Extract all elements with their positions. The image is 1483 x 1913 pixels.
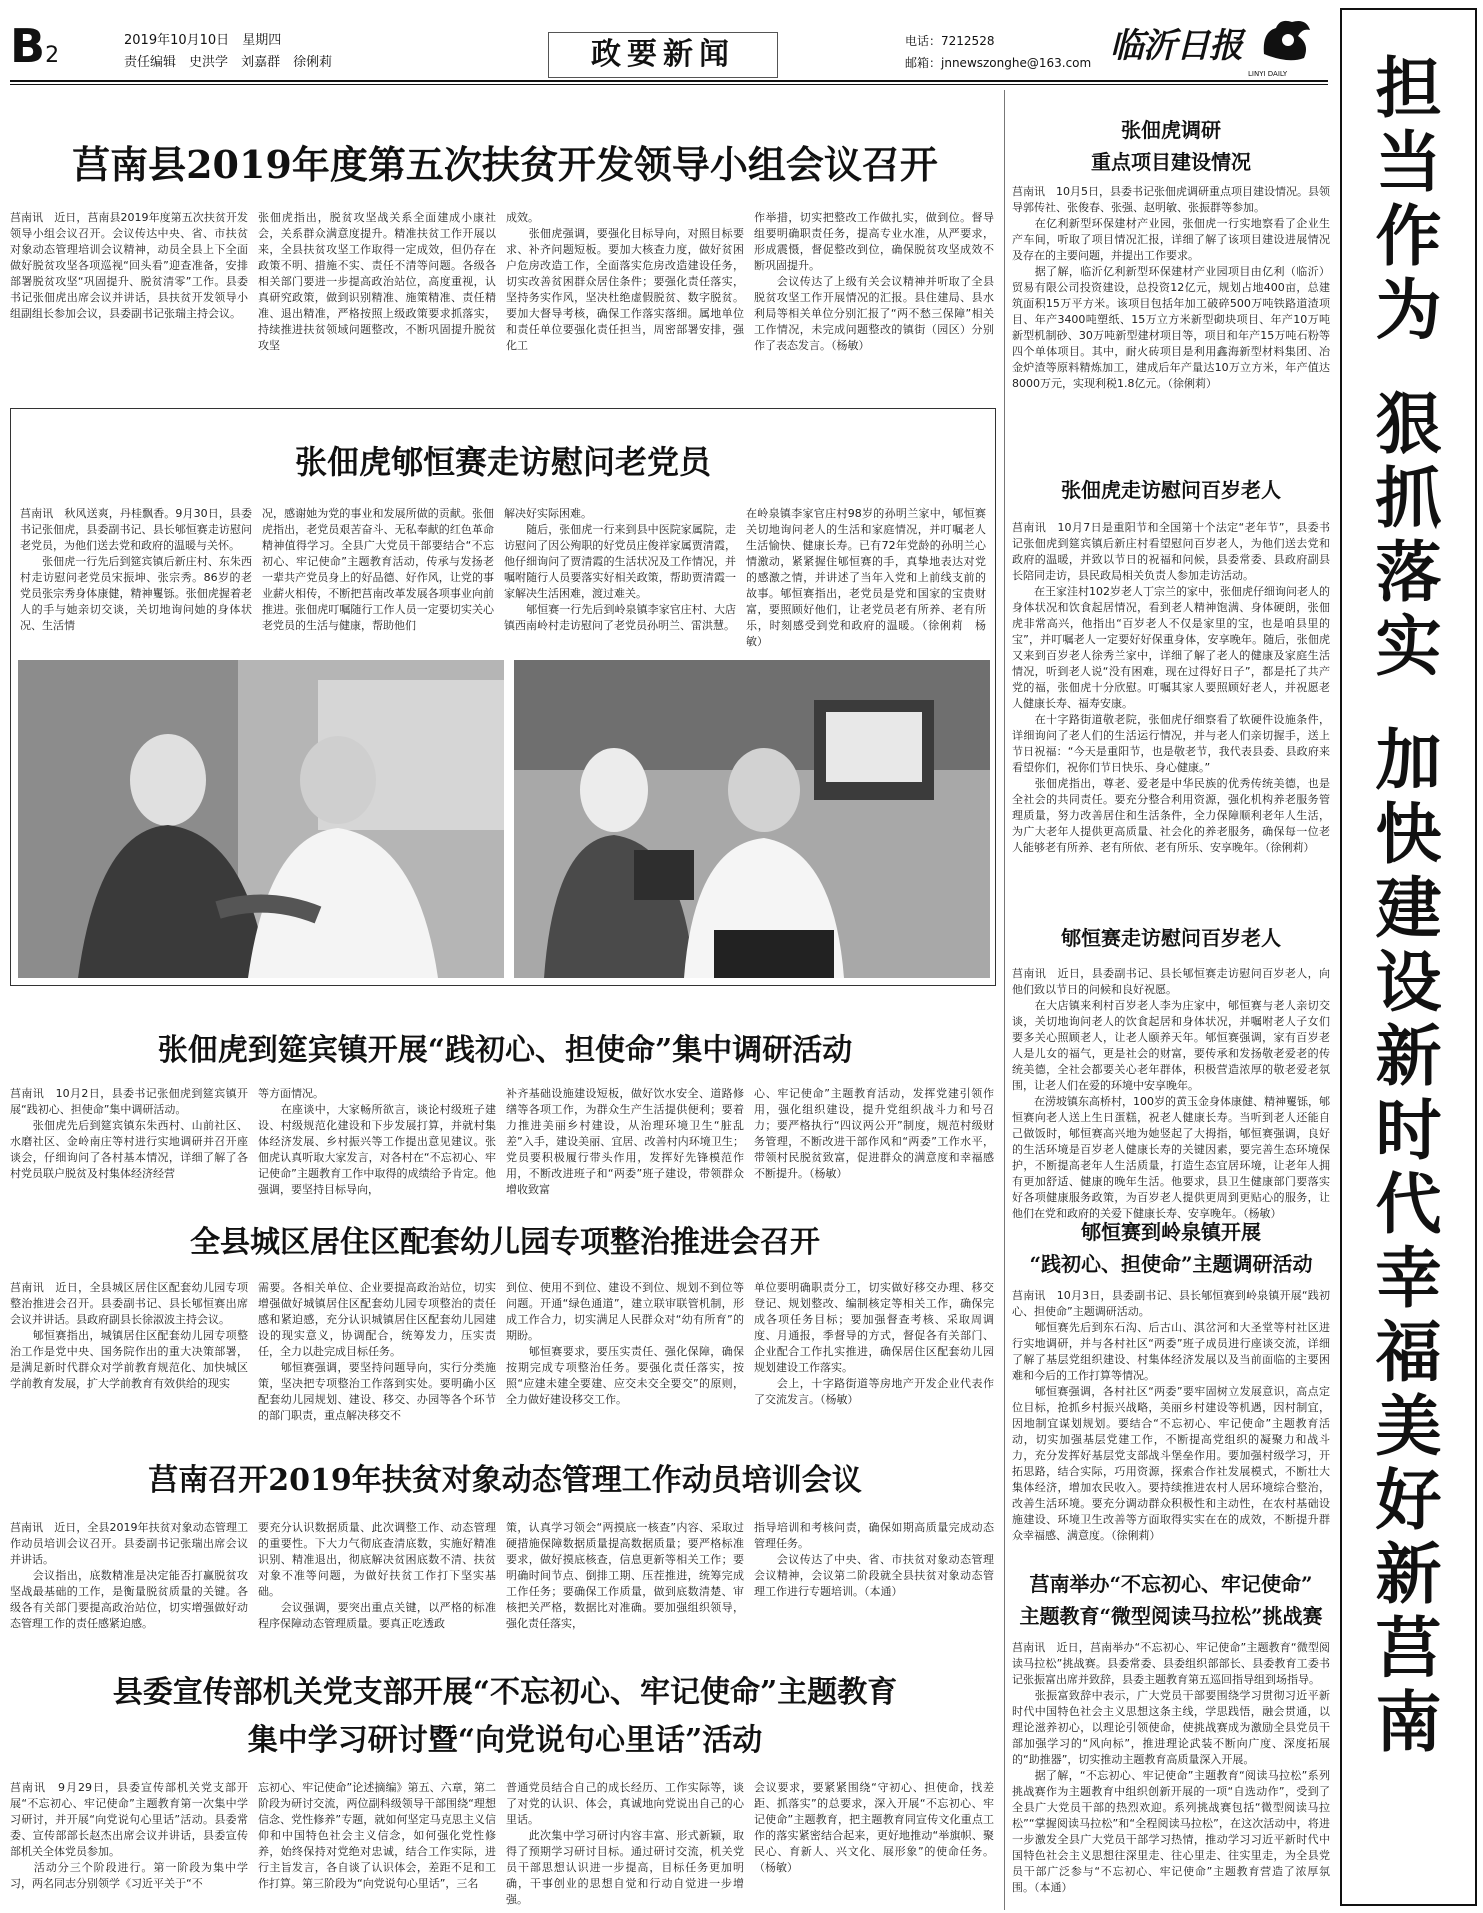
article-4-title: 全县城区居住区配套幼儿园专项整治推进会召开 bbox=[190, 1225, 820, 1260]
article-1-title: 莒南县2019年度第五次扶贫开发领导小组会议召开 bbox=[72, 142, 938, 187]
article-3-title: 张佃虎到筵宾镇开展“践初心、担使命”集中调研活动 bbox=[157, 1033, 853, 1068]
phone-line: 电话：7212528 bbox=[905, 34, 995, 48]
article-6-title-line-1: 县委宣传部机关党支部开展“不忘初心、牢记使命”主题教育 bbox=[112, 1675, 898, 1710]
right-article-5-title-line-2: 主题教育“微型阅读马拉松”挑战赛 bbox=[1019, 1604, 1323, 1628]
article-1-col-3: 成效。 张佃虎强调，要强化目标导向，对照目标要求、补齐问题短板。要加大核查力度，做好贫困户危房改造工作，全面落实危房改造建设任务，切实改善贫困群众居住条件；要强化责任落实，坚持务实作风，坚决杜绝虚假脱贫、数字脱贫。要加大督导考核，确保工作落实落细。属地单位和责任单位要强化责任担当，周密部署安排，强化工 bbox=[506, 211, 744, 352]
right-article-4-title-line-1: 郇恒赛到岭泉镇开展 bbox=[1081, 1220, 1261, 1244]
issue-date: 2019年10月10日 星期四 bbox=[124, 33, 282, 48]
article-3-col-2: 等方面情况。 在座谈中，大家畅所欲言，谈论村级班子建设、村级规范化建设和下步发展打算，并就村集体经济发展、乡村振兴等工作提出意见建议。张佃虎认真听取大家发言，对各村在“不忘初心、牢记使命”主题教育工作中取得的成绩给予肯定。他强调，要坚持目标导向， bbox=[258, 1087, 496, 1196]
article-6-col-3: 普通党员结合自己的成长经历、工作实际等，谈了对党的认识、体会，真诚地向党说出自己的心里话。 此次集中学习研讨内容丰富、形式新颖，取得了预期学习研讨目标。通过研讨交流，机关党员干部思想认识进一步提高，目标任务更加明确，干事创业的思想自觉和行动自觉进一步增强。 bbox=[506, 1781, 744, 1906]
article-1-col-1: 莒南讯 近日，莒南县2019年度第五次扶贫开发领导小组会议召开。会议传达中央、省、市扶贫对象动态管理培训会议精神，动员全县上下全面做好脱贫攻坚各项巡视“回头看”迎查准备，安排部署脱贫攻坚“巩固提升、脱贫清零”工作。县委书记张佃虎出席会议并讲话，县扶贫开发领导小组副组长参加会议，县委副书记张瑞主持会议。 bbox=[10, 211, 248, 320]
right-article-1-title-line-1: 张佃虎调研 bbox=[1121, 118, 1221, 142]
article-3-col-1: 莒南讯 10月2日，县委书记张佃虎到筵宾镇开展“践初心、担使命”集中调研活动。 张佃虎先后到筵宾镇东朱西村、山前社区、水磨社区、金岭南庄等村进行实地调研并召开座谈会，仔细询问了各村基本情况，详细了解了各村党员联户脱贫及村集体经济经营 bbox=[10, 1087, 248, 1180]
article-2-title: 张佃虎郇恒赛走访慰问老党员 bbox=[294, 443, 711, 481]
article-2-col-3: 解决好实际困难。 随后，张佃虎一行来到县中医院家属院，走访慰问了因公殉职的好党员庄俊祥家属贾清霞，他仔细询问了贾清霞的生活状况及工作情况，并嘱咐随行人员要落实好相关政策，帮助贾清霞一家解决生活困难，渡过难关。 郇恒赛一行先后到岭泉镇李家官庄村、大店镇西南岭村走访慰问了老党员孙明兰、雷洪慧。 bbox=[504, 507, 736, 632]
article-5-col-2: 要充分认识数据质量、此次调整工作、动态管理的重要性。下大力气彻底查清底数，实施好精准识别、精准退出，彻底解决贫困底数不清、扶贫对象不准等问题，为做好扶贫工作打下坚实基础。 会议强调，要突出重点关键，以严格的标准程序保障动态管理质量。要真正吃透政 bbox=[258, 1521, 496, 1630]
page-number: B2 bbox=[10, 19, 60, 73]
editors-line: 责任编辑 史洪学 刘嘉群 徐俐莉 bbox=[124, 55, 333, 70]
right-article-3-body: 莒南讯 近日，县委副书记、县长郇恒赛走访慰问百岁老人，向他们致以节日的问候和良好祝愿。 在大店镇来利村百岁老人李为庄家中，郇恒赛与老人亲切交谈，关切地询问老人的饮食起居和身体状况，并嘱咐老人子女们要多关心照顾老人，让老人颐养天年。郇恒赛强调，家有百岁老人是儿女的福气，更是社会的财富，要传承和发扬敬老爱老的传统美德，全社会都要关心老年群体，积极营造浓厚的敬老爱老氛围，让老人们在爱的环境中安享晚年。 在涝坡镇东高桥村，100岁的黄玉金身体康健、精神矍铄，郇恒赛向老人送上生日蛋糕，祝老人健康长寿。当听到老人还能自己做饭时，郇恒赛高兴地为她竖起了大拇指，郇恒赛强调，良好的生活环境是百岁老人健康长寿的关键因素，要完善生态环境保护，不断提高老年人生活质量，打造生态宜居环境，让老年人拥有更加舒适、健康的晚年生活。他要求，县卫生健康部门要落实好各项健康服务政策，为百岁老人提供更周到更贴心的服务，让他们在党和政府的关爱下健康长寿、安享晚年。（杨敏） bbox=[1012, 967, 1330, 1220]
article-5-title: 莒南召开2019年扶贫对象动态管理工作动员培训会议 bbox=[148, 1463, 862, 1498]
right-article-1-title-line-2: 重点项目建设情况 bbox=[1091, 150, 1251, 174]
article-6-title-line-2: 集中学习研讨暨“向党说句心里话”活动 bbox=[247, 1723, 763, 1758]
masthead-emblem-icon bbox=[1258, 14, 1314, 64]
slogan-vertical: 担 当 作 为 狠 抓 落 实 加 快 建 设 新 时 代 幸 福 美 好 新 莒 南 bbox=[1375, 50, 1442, 1761]
column-divider bbox=[1004, 90, 1005, 1910]
right-article-4-body: 莒南讯 10月3日，县委副书记、县长郇恒赛到岭泉镇开展“践初心、担使命”主题调研活动。 郇恒赛先后到东石沟、后古山、淇岔河和大圣堂等村社区进行实地调研，并与各村社区“两委”班子成员进行座谈交流，详细了解了基层党组织建设、村集体经济发展以及当前面临的主要困难和今后的工作打算等情况。 郇恒赛强调，各村社区“两委”要牢固树立发展意识，高点定位目标，抢抓乡村振兴战略，美丽乡村建设等机遇，因村制宜，因地制宜谋划规划。要结合“不忘初心、牢记使命”主题教育活动，切实加强基层党建工作，不断提高党组织的凝聚力和战斗力，充分发挥好基层党支部战斗堡垒作用。要加强村级学习，开拓思路，结合实际，巧用资源，探索合作社发展模式，不断壮大集体经济，增加农民收入。要持续推进农村人居环境综合整治，改善生活环境。要充分调动群众积极性和主动性，在农村基础设施建设、环境卫生改善等方面取得实实在在的成效，不断提升群众幸福感、满意度。（徐俐莉） bbox=[1012, 1289, 1330, 1542]
article-3-col-4: 心、牢记使命”主题教育活动，发挥党建引领作用，强化组织建设，提升党组织战斗力和号召力；要严格执行“四议两公开”制度，规范村级财务管理，不断改进干部作风和“两委”工作水平，带领村民脱贫致富，促进群众的满意度和幸福感不断提升。（杨敏） bbox=[754, 1087, 994, 1180]
masthead-subtitle: LINYI DAILY bbox=[1248, 70, 1288, 78]
right-article-5-title-line-1: 莒南举办“不忘初心、牢记使命” bbox=[1029, 1572, 1313, 1596]
photo-visit-old-party-member-2 bbox=[514, 660, 990, 978]
article-6-col-1: 莒南讯 9月29日，县委宣传部机关党支部开展“不忘初心、牢记使命”主题教育第一次集中学习研讨，并开展“向党说句心里话”活动。县委常委、宣传部部长赵杰出席会议并讲话，县委宣传部机关全体党员参加。 活动分三个阶段进行。第一阶段为集中学习，两名同志分别领学《习近平关于“不 bbox=[10, 1781, 248, 1890]
article-2-col-2: 况，感谢她为党的事业和发展所做的贡献。张佃虎指出，老党员艰苦奋斗、无私奉献的红色革命精神值得学习。全县广大党员干部要结合“不忘初心、牢记使命”主题教育活动，传承与发扬老一辈共产党员身上的好品德、好作风，让党的事业薪火相传，不断把莒南改革发展各项事业向前推进。张佃虎叮嘱随行工作人员一定要切实关心老党员的生活与健康，帮助他们 bbox=[262, 507, 494, 632]
masthead-logo: 临沂日报 bbox=[1110, 26, 1242, 66]
article-3-col-3: 补齐基础设施建设短板，做好饮水安全、道路修缮等各项工作，为群众生产生活提供便利；要着力推进美丽乡村建设，从治理环境卫生“脏乱差”入手，建设美丽、宜居、改善村内环境卫生；党员要积极履行带头作用，发挥好先锋模范作用，不断改进班子和“两委”班子建设，带领群众增收致富 bbox=[506, 1087, 744, 1196]
article-5-col-4: 指导培训和考核问责，确保如期高质量完成动态管理任务。 会议传达了中央、省、市扶贫对象动态管理会议精神，会议第二阶段就全县扶贫对象动态管理工作进行专题培训。（本通） bbox=[754, 1521, 994, 1598]
section-title: 政要新闻 bbox=[548, 32, 778, 78]
right-article-2-body: 莒南讯 10月7日是重阳节和全国第十个法定“老年节”，县委书记张佃虎到筵宾镇后新庄村看望慰问百岁老人，为他们送去党和政府的温暖，并致以节日的祝福和问候，县委常委、县政府副县长陪同走访，县民政局相关负责人参加走访活动。 在王家洼村102岁老人丁宗兰的家中，张佃虎仔细询问老人的身体状况和饮食起居情况，看到老人精神饱满、身体硬朗，张佃虎非常高兴，他指出“百岁老人不仅是家里的宝，也是咱县里的宝”，并叮嘱老人一定要好好保重身体，安享晚年。随后，张佃虎又来到百岁老人徐秀兰家中，详细了解了老人的健康及家庭生活情况，听到老人说“没有困难，现在过得好日子”，都是托了共产党的福，张佃虎十分欣慰。叮嘱其家人要照顾好老人，并祝愿老人健康长寿、福寿安康。 在十字路街道敬老院，张佃虎仔细察看了软硬件设施条件，详细询问了老人们的生活运行情况，并与老人们亲切握手，送上节日祝福：“今天是重阳节，也是敬老节，我代表县委、县政府来看望你们，祝你们节日快乐、身心健康。” 张佃虎指出，尊老、爱老是中华民族的优秀传统美德，也是全社会的共同责任。要充分整合利用资源，强化机构养老服务管理质量，努力改善居住和生活条件，全力保障顺利老年人生活，为广大老年人提供更高质量、社会化的养老服务，确保每一位老人能够老有所养、老有所依、老有所乐、安享晚年。（徐俐莉） bbox=[1012, 521, 1330, 854]
right-article-2-title: 张佃虎走访慰问百岁老人 bbox=[1061, 478, 1281, 502]
right-article-3-title: 郇恒赛走访慰问百岁老人 bbox=[1061, 926, 1281, 950]
right-article-5-body: 莒南讯 近日，莒南举办“不忘初心、牢记使命”主题教育“微型阅读马拉松”挑战赛。县委常委、县委组织部部长、县委教育工委书记张振富出席并致辞，县委主题教育第五巡回指导组到场指导。 张振富致辞中表示，广大党员干部要围绕学习贯彻习近平新时代中国特色社会主义思想这条主线，学思践悟，融会贯通，以理论滋养初心，以理论引领使命，使挑战赛成为激励全县党员干部加强学习的“风向标”，推进理论武装不断向广度、深度拓展的“助推器”，切实推动主题教育高质量深入开展。 据了解，“不忘初心、牢记使命”主题教育“阅读马拉松”系列挑战赛作为主题教育中组织创新开展的一项“自选动作”，受到了全县广大党员干部的热烈欢迎。系列挑战赛包括“微型阅读马拉松”“掌握阅读马拉松”和“全程阅读马拉松”，在这次活动中，将进一步激发全县广大党员干部学习热情，推动学习习近平新时代中国特色社会主义思想往深里走、往心里走、往实里走，为全县党员干部广泛参与“不忘初心、牢记使命”主题教育营造了浓厚氛围。（本通） bbox=[1012, 1641, 1330, 1894]
article-2-col-4: 在岭泉镇李家官庄村98岁的孙明兰家中，郇恒赛关切地询问老人的生活和家庭情况，并叮嘱老人生活愉快、健康长寿。已有72年党龄的孙明兰心情激动，紧紧握住郇恒赛的手，真挚地表达对党的感激之情，并讲述了当年入党和上前线支前的故事。郇恒赛指出，老党员是党和国家的宝贵财富，要照顾好他们，让老党员老有所养、老有所乐，时刻感受到党和政府的温暖。（徐俐莉 杨敏） bbox=[746, 507, 986, 648]
article-4-col-2: 需要。各相关单位、企业要提高政治站位，切实增强做好城镇居住区配套幼儿园专项整治的责任感和紧迫感，充分认识城镇居住区配套幼儿园建设的现实意义，协调配合，统筹发力，压实责任，全力以赴完成目标任务。 郇恒赛强调，要坚持问题导向，实行分类施策，坚决把专项整治工作落到实处。要明确小区配套幼儿园规划、建设、移交、办园等各个环节的部门职责，重点解决移交不 bbox=[258, 1281, 496, 1422]
article-5-col-1: 莒南讯 近日，全县2019年扶贫对象动态管理工作动员培训会议召开。县委副书记张瑞出席会议并讲话。 会议指出，底数精准是决定能否打赢脱贫攻坚战最基础的工作，是衡量脱贫质量的关键。各级各有关部门要提高政治站位，切实增强做好动态管理工作的责任感紧迫感。 bbox=[10, 1521, 248, 1630]
article-4-col-4: 单位要明确职责分工，切实做好移交办理、移交登记、规划整改、编制核定等相关工作，确保完成各项任务目标；要加强督查考核、采取周调度、月通报，季督导的方式，督促各有关部门、企业配合工作扎实推进，确保居住区配套幼儿园规划建设工作落实。 会上，十字路街道等房地产开发企业代表作了交流发言。（杨敏） bbox=[754, 1281, 994, 1406]
email-line: 邮箱：jnnewszonghe@163.com bbox=[905, 56, 1092, 70]
article-4-col-3: 到位、使用不到位、建设不到位、规划不到位等问题。开通“绿色通道”，建立联审联管机制，形成工作合力，切实满足人民群众对“幼有所育”的期盼。 郇恒赛要求，要压实责任、强化保障，确保按期完成专项整治任务。要强化责任落实，按照“应建未建全要建、应交未交全要交”的原则，全力做好建设移交工作。 bbox=[506, 1281, 744, 1406]
article-6-col-4: 会议要求，要紧紧围绕“守初心、担使命，找差距、抓落实”的总要求，深入开展“不忘初心、牢记使命”主题教育，把主题教育同宣传文化重点工作的落实紧密结合起来，更好地推动“举旗帜、聚民心、育新人、兴文化、展形象”的使命任务。（杨敏） bbox=[754, 1781, 994, 1874]
header-rule bbox=[10, 80, 1328, 82]
header-rule-thin bbox=[10, 84, 1328, 85]
article-5-col-3: 策，认真学习领会“两摸底一核查”内容、采取过硬措施保障数据质量提高数据质量；要严格标准要求，做好摸底核查，信息更新等相关工作；要明确时间节点、倒排工期、压茬推进，统筹完成工作任务；要确保工作质量，做到底数清楚、审核把关严格，数据比对准确。要加强组织领导，强化责任落实， bbox=[506, 1521, 744, 1630]
article-6-col-2: 忘初心、牢记使命”论述摘编》第五、六章，第二阶段为研讨交流，两位副科级领导干部围绕“理想信念、党性修养”专题，就如何坚定马克思主义信仰和中国特色社会主义信念，如何强化党性修养，始终保持对党绝对忠诚，结合工作实际，进行主旨发言，各自谈了认识体会，差距不足和工作打算。第三阶段为“向党说句心里话”，三名 bbox=[258, 1781, 496, 1890]
article-1-col-4: 作举措，切实把整改工作做扎实，做到位。督导组要明确职责任务，提高专业水准，从严要求，形成震慑，督促整改到位，确保脱贫攻坚成效不断巩固提升。 会议传达了上级有关会议精神并听取了全县脱贫攻坚工作开展情况的汇报。县住建局、县水利局等相关单位分别汇报了“两不愁三保障”相关工作情况，未完成问题整改的镇街（园区）分别作了表态发言。（杨敏） bbox=[754, 211, 994, 352]
photo-visit-old-party-member-1 bbox=[18, 660, 504, 978]
right-article-4-title-line-2: “践初心、担使命”主题调研活动 bbox=[1029, 1252, 1313, 1276]
right-article-1-body: 莒南讯 10月5日，县委书记张佃虎调研重点项目建设情况。县领导郭传社、张俊春、张强、赵明敏、张振群等参加。 在亿利新型环保建材产业园，张佃虎一行实地察看了企业生产车间，听取了项目情况汇报，详细了解了该项目建设进展情况及存在的主要问题，并提出工作要求。 据了解，临沂亿利新型环保建材产业园项目由亿利（临沂）贸易有限公司投资建设，总投资12亿元，规划占地400亩，总建筑面积15万平方米。该项目包括年加工破碎500万吨铁路道渣项目、年产3400吨塑纸、15万立方米新型砌块项目、年产10万吨新型机制砂、30万吨新型建材项目等，项目和年产15万吨石粉等四个单体项目。其中，耐火砖项目是利用鑫海新型材料集团、冶金炉渣等原料精炼加工，建成后年产量达10万立方米，年产值达8000万元，实现利税1.8亿元。（徐俐莉） bbox=[1012, 185, 1330, 390]
article-1-col-2: 张佃虎指出，脱贫攻坚战关系全面建成小康社会，关系群众满意度提升。精准扶贫工作开展以来，全县扶贫攻坚工作取得一定成效，但仍存在政策不明、措施不实、责任不清等问题。各级各相关部门要进一步提高政治站位，高度重视，认真研究政策，做到识别精准、施策精准、责任精准、退出精准，严格按照上级政策要求抓落实，持续推进扶贫领域问题整改，不断巩固提升脱贫攻坚 bbox=[258, 211, 496, 352]
article-4-col-1: 莒南讯 近日，全县城区居住区配套幼儿园专项整治推进会召开。县委副书记、县长郇恒赛出席会议并讲话。县政府副县长徐淑波主持会议。 郇恒赛指出，城镇居住区配套幼儿园专项整治工作是党中央、国务院作出的重大决策部署，是满足新时代群众对学前教育规范化、加快城区学前教育发展，扩大学前教育有效供给的现实 bbox=[10, 1281, 248, 1390]
article-2-col-1: 莒南讯 秋风送爽，丹桂飘香。9月30日，县委书记张佃虎，县委副书记、县长郇恒赛走访慰问老党员，为他们送去党和政府的温暖与关怀。 张佃虎一行先后到筵宾镇后新庄村、东朱西村走访慰问老党员宋振坤、张宗秀。86岁的老党员张宗秀身体康健，精神矍铄。张佃虎握着老人的手与她亲切交谈，关切地询问她的身体状况、生活情 bbox=[20, 507, 252, 632]
